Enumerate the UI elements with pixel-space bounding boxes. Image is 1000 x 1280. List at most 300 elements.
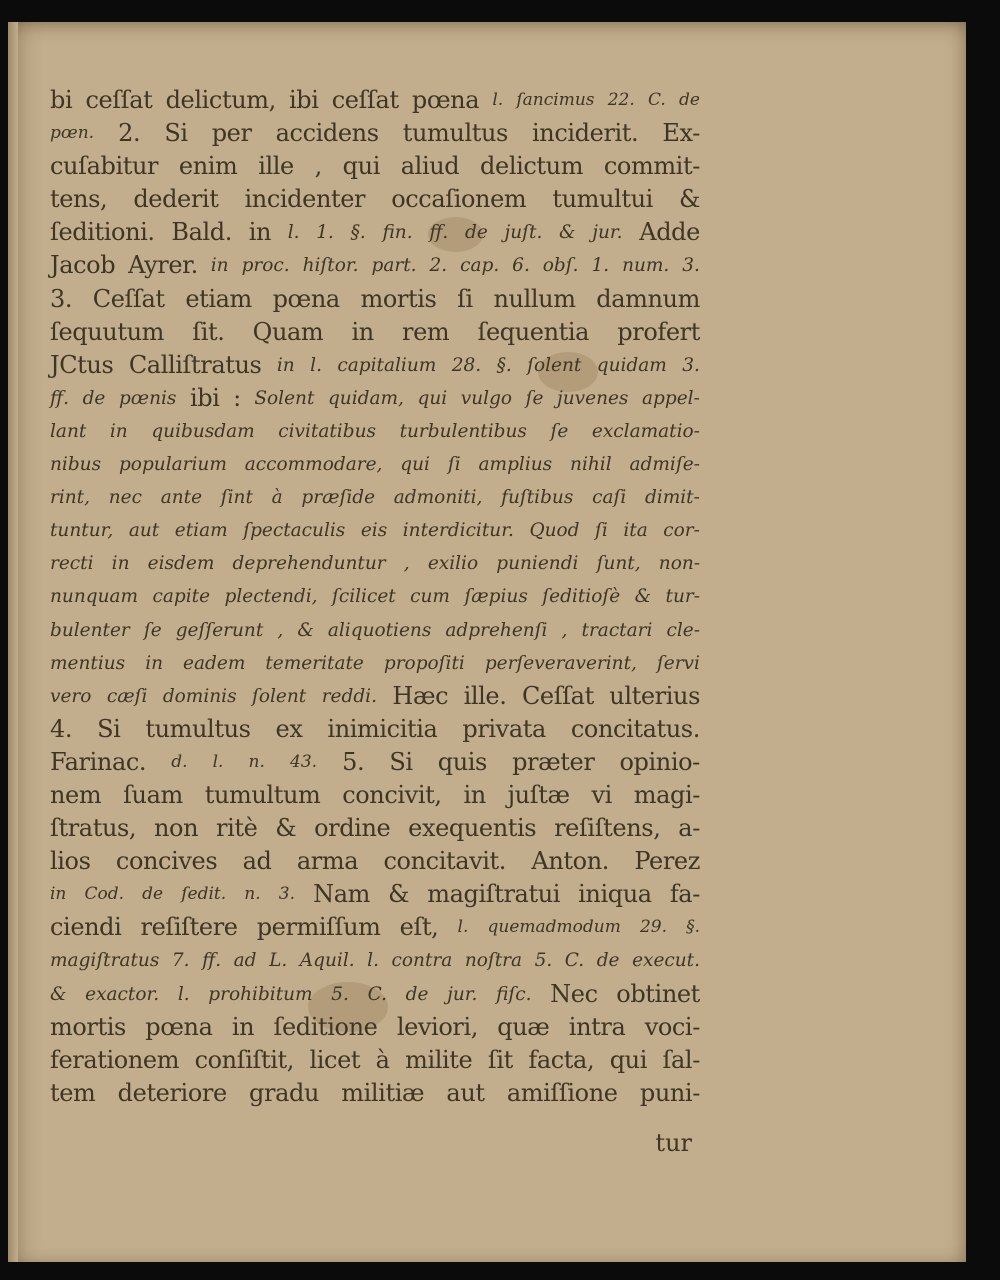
body-text [50, 84, 700, 1110]
word: commit- [603, 152, 700, 181]
word: in [210, 255, 229, 277]
word: 43. [290, 751, 318, 772]
text-line [50, 1077, 700, 1110]
word: in [463, 780, 486, 809]
word: Anton. [531, 847, 609, 876]
word: cle- [666, 619, 700, 641]
word: ſit [487, 1045, 513, 1074]
word: concivit, [342, 780, 442, 809]
word: qui [400, 454, 430, 476]
word: l. [492, 90, 504, 110]
word: de [678, 90, 700, 110]
word: fa- [669, 880, 700, 909]
word: permiſſum [256, 913, 381, 942]
word: ciendi [50, 913, 122, 942]
word: in [248, 218, 272, 247]
word: temeritate [265, 652, 364, 674]
word: concives [115, 847, 218, 876]
word: capite [152, 586, 211, 608]
text-line [50, 481, 700, 514]
word: Perez [634, 847, 700, 876]
word: de [405, 983, 429, 1005]
word: arma [296, 847, 359, 876]
word: Cod. [84, 884, 125, 905]
word: pœna [411, 86, 480, 114]
word: tumultus [402, 119, 508, 148]
word: ferationem [50, 1045, 180, 1074]
word: §. [350, 222, 366, 244]
word: fiſc. [496, 983, 532, 1005]
word: 3. [278, 884, 296, 905]
word: in [276, 354, 295, 376]
word: ſcilicet [332, 586, 396, 608]
word: deprehenduntur [232, 553, 386, 575]
word: §. [686, 917, 700, 938]
text-line [50, 1011, 700, 1044]
word: delictum, [165, 86, 276, 114]
word: accidens [275, 119, 379, 148]
word: tem [50, 1078, 96, 1107]
word: Nam [313, 880, 371, 909]
word: qui [609, 1045, 648, 1074]
word: l. [177, 983, 190, 1005]
word: mortis [360, 284, 437, 313]
word: non [154, 814, 199, 843]
word: propoſiti [383, 652, 465, 674]
word: occaſionem [391, 185, 527, 214]
word: in [351, 317, 374, 346]
word: quidam [596, 354, 667, 376]
word: tuntur, [50, 520, 114, 542]
word: appel- [642, 387, 700, 409]
text-line [50, 978, 700, 1011]
word: intra [568, 1012, 626, 1041]
word: ille. [463, 681, 507, 710]
word: admiſe- [629, 454, 700, 476]
word: & [275, 814, 297, 843]
word: à [375, 1045, 390, 1074]
text-line [50, 647, 700, 680]
text-line [50, 746, 700, 779]
word: quis [437, 747, 487, 776]
word: etiam [185, 284, 252, 313]
word: n. [244, 884, 261, 905]
text-line [50, 183, 700, 216]
word: exilio [427, 553, 479, 575]
word: puni- [639, 1078, 700, 1107]
text-line [50, 283, 700, 316]
word: ſi [457, 284, 473, 313]
word: etiam [174, 520, 228, 542]
word: ante [160, 487, 203, 509]
word: amplius [478, 454, 553, 476]
word: reddi. [321, 685, 377, 707]
word: 4. [50, 714, 73, 743]
word: caſi [592, 487, 627, 509]
word: ibi [289, 86, 319, 114]
word: ff. [202, 950, 222, 972]
word: quibusdam [151, 420, 255, 442]
word: Si [164, 119, 188, 148]
word: Bald. [171, 218, 232, 247]
word: d. [171, 751, 188, 772]
word: vero [50, 685, 92, 707]
word: part. [371, 255, 417, 277]
text-line [50, 249, 700, 282]
text-line [50, 349, 700, 382]
word: ſi [595, 520, 608, 542]
word: popularium [118, 454, 227, 476]
word: de [596, 950, 620, 972]
word: geſſerunt [175, 619, 264, 641]
word: reſiſtens, [554, 814, 661, 843]
word: ſolent [252, 685, 307, 707]
word: & [388, 880, 410, 909]
word: contra [391, 950, 453, 972]
text-line [50, 316, 700, 349]
word: ſal- [662, 1045, 700, 1074]
word: Ayrer. [128, 251, 198, 280]
word: pœna [145, 1012, 213, 1041]
word: 5. [534, 950, 553, 972]
text-line [50, 812, 700, 845]
text-line [50, 1044, 700, 1077]
word: eis [360, 520, 388, 542]
word: hiſtor. [302, 255, 359, 277]
word: Aquil. [299, 950, 355, 972]
word: JCtus [50, 350, 114, 379]
word: lios [50, 847, 91, 876]
word: plectendi, [224, 586, 318, 608]
word: ceſſat [331, 86, 399, 114]
word: gradu [249, 1078, 319, 1107]
word: fuſtibus [501, 487, 574, 509]
word: rint, [50, 487, 90, 509]
word: cuſabitur [50, 152, 159, 181]
word: ſæpius [464, 586, 528, 608]
word: n. [248, 751, 265, 772]
word: ſe [550, 420, 569, 442]
word: mortis [50, 1012, 126, 1041]
word: fin. [382, 222, 413, 244]
text-line [50, 415, 700, 448]
word: voci- [644, 1012, 700, 1041]
word: non- [658, 553, 700, 575]
word: deteriore [117, 1078, 227, 1107]
text-line [50, 514, 700, 547]
word: cæſi [106, 685, 148, 707]
text-line [50, 547, 700, 580]
word: ad [233, 950, 257, 972]
word: pœnis [118, 387, 177, 409]
word: enim [178, 152, 238, 181]
word: 3. [682, 255, 700, 277]
word: turbulentibus [399, 420, 527, 442]
word: ille [258, 152, 294, 181]
word: 3. [50, 284, 73, 313]
word: 2. [118, 119, 141, 148]
text-line [50, 845, 700, 878]
word: l. [457, 917, 469, 938]
word: Farinac. [50, 747, 147, 776]
word: privata [462, 714, 546, 743]
word: ad [242, 847, 272, 876]
word: ex [275, 714, 303, 743]
text-line [50, 713, 700, 746]
word: & [634, 586, 652, 608]
word: Nec [550, 979, 598, 1008]
word: l. [367, 950, 379, 972]
word: ſuam [123, 780, 183, 809]
word: ſi [447, 454, 461, 476]
word: ſedit. [181, 884, 227, 905]
word: 1. [591, 255, 610, 277]
word: milite [405, 1045, 473, 1074]
word: reſiſtere [140, 913, 238, 942]
word: pœn. [50, 123, 95, 144]
word: vi [591, 780, 612, 809]
word: vulgo [460, 387, 513, 409]
word: ceſſat [85, 86, 153, 114]
word: mentius [50, 652, 126, 674]
word: ibi [190, 383, 220, 412]
word: eſt, [399, 913, 439, 942]
text-line [50, 382, 700, 415]
word: magi- [633, 780, 700, 809]
word: nullum [493, 284, 576, 313]
word: in [109, 420, 128, 442]
word: bulenter [50, 619, 130, 641]
word: 3. [682, 354, 700, 376]
word: nem [50, 780, 102, 809]
word: incidenter [244, 185, 366, 214]
word: leviori, [396, 1012, 478, 1041]
word: Ceſſat [521, 681, 594, 710]
word: obtinet [616, 979, 700, 1008]
word: lant [50, 420, 87, 442]
word: Si [389, 747, 413, 776]
word: tumultum [204, 780, 321, 809]
word: obſ. [542, 255, 579, 277]
word: tur- [665, 586, 700, 608]
word: pœna [272, 284, 340, 313]
word: Ceſſat [92, 284, 165, 313]
word: L. [269, 950, 288, 972]
word: damnum [596, 284, 700, 313]
word: 2. [429, 255, 448, 277]
word: quemadmodum [487, 917, 621, 938]
word: quidam, [327, 387, 404, 409]
word: concitavit. [383, 847, 507, 876]
word: tumultui [552, 185, 653, 214]
text-line [50, 878, 700, 911]
word: exclamatio- [591, 420, 700, 442]
word: civitatibus [278, 420, 376, 442]
word: 22. [607, 90, 635, 110]
word: proc. [241, 255, 290, 277]
word: recti [50, 553, 94, 575]
word: ulterius [609, 681, 700, 710]
word: à [271, 487, 283, 509]
word: iniqua [578, 880, 652, 909]
word: : [233, 383, 241, 412]
word: §. [496, 354, 512, 376]
word: , [403, 553, 410, 575]
word: Calliſtratus [128, 350, 262, 379]
word: capitalium [337, 354, 437, 376]
word: Quod [529, 520, 580, 542]
text-line [50, 216, 700, 249]
word: aut [128, 520, 160, 542]
word: ſeditione [273, 1012, 378, 1041]
word: quæ [497, 1012, 550, 1041]
text-line [50, 580, 700, 613]
word: aliud [400, 152, 460, 181]
word: ſeditioni. [50, 218, 155, 247]
word: execut. [632, 950, 700, 972]
text-line [50, 117, 700, 150]
word: Hæc [392, 681, 449, 710]
word: dimit- [644, 487, 700, 509]
word: de [82, 387, 106, 409]
text-line [50, 614, 700, 647]
word: 1. [316, 222, 334, 244]
word: de [142, 884, 164, 905]
word: num. [622, 255, 670, 277]
word: ſequentia [477, 317, 590, 346]
text-line [50, 448, 700, 481]
word: præter [512, 747, 595, 776]
word: nihil [570, 454, 612, 476]
word: delictum [480, 152, 584, 181]
word: , [561, 619, 568, 641]
word: jur. [592, 222, 623, 244]
word: C. [564, 950, 585, 972]
word: dederit [133, 185, 219, 214]
word: l. [310, 354, 322, 376]
word: juſt. [504, 222, 543, 244]
word: interdicitur. [402, 520, 514, 542]
word: & [50, 983, 67, 1005]
word: & [559, 222, 576, 244]
word: aut [446, 1078, 485, 1107]
word: exactor. [85, 983, 160, 1005]
word: ſolent [527, 354, 582, 376]
word: jur. [447, 983, 478, 1005]
word: puniendi [496, 553, 579, 575]
word: , [314, 152, 322, 181]
word: ſint [220, 487, 253, 509]
word: cap. [460, 255, 500, 277]
text-line [50, 944, 700, 977]
word: Jacob [50, 251, 116, 280]
word: adprehenſi [445, 619, 548, 641]
word: in [111, 553, 130, 575]
word: tumultus [145, 714, 251, 743]
word: 6. [512, 255, 530, 277]
word: l. [212, 751, 224, 772]
text-line [50, 84, 700, 117]
word: C. [647, 90, 666, 110]
word: ſancimus [516, 90, 595, 110]
word: concitatus. [570, 714, 700, 743]
word: Ex- [662, 119, 700, 148]
word: militiæ [341, 1078, 425, 1107]
text-line [50, 150, 700, 183]
word: ſe [143, 619, 162, 641]
word: rem [402, 317, 450, 346]
word: 5. [342, 747, 365, 776]
word: l. [287, 222, 300, 244]
word: aliquotiens [327, 619, 432, 641]
word: qui [342, 152, 380, 181]
text-line [50, 779, 700, 812]
word: ff. [429, 222, 449, 244]
word: de [465, 222, 488, 244]
word: Solent [254, 387, 315, 409]
word: in [145, 652, 164, 674]
word: licet [309, 1045, 361, 1074]
word: ſunt, [596, 553, 641, 575]
word: ſequutum [50, 317, 165, 346]
word: 28. [451, 354, 482, 376]
word: ſtratus, [50, 814, 137, 843]
word: nibus [50, 454, 102, 476]
word: accommodare, [244, 454, 383, 476]
word: nec [108, 487, 142, 509]
word: nunquam [50, 586, 139, 608]
word: bi [50, 86, 73, 114]
word: ita [623, 520, 648, 542]
word: in [231, 1012, 255, 1041]
word: facta, [528, 1045, 595, 1074]
word: amiſſione [506, 1078, 618, 1107]
word: ordine [314, 814, 391, 843]
word: 7. [171, 950, 190, 972]
word: juvenes [557, 387, 629, 409]
word: , [277, 619, 284, 641]
word: 29. [639, 917, 667, 938]
word: C. [367, 983, 387, 1005]
word: ſpectaculis [243, 520, 346, 542]
word: eadem [183, 652, 246, 674]
word: per [211, 119, 252, 148]
word: perſeveraverint, [484, 652, 637, 674]
word: ſervi [656, 652, 700, 674]
word: conſiſtit, [194, 1045, 294, 1074]
word: cum [410, 586, 450, 608]
word: cor- [663, 520, 700, 542]
word: inciderit. [532, 119, 639, 148]
word: Si [97, 714, 121, 743]
catchword: tur [655, 1129, 692, 1157]
word: juſtæ [507, 780, 570, 809]
word: a- [678, 814, 700, 843]
word: & [297, 619, 314, 641]
word: Quam [252, 317, 324, 346]
word: ſeditioſè [542, 586, 621, 608]
word: opinio- [619, 747, 700, 776]
word: ff. [50, 387, 69, 409]
word: noſtra [464, 950, 523, 972]
word: ſit. [192, 317, 225, 346]
word: Adde [639, 218, 700, 247]
word: 5. [331, 983, 349, 1005]
text-line [50, 680, 700, 713]
word: prohibitum [208, 983, 313, 1005]
word: præſide [301, 487, 376, 509]
word: tractari [581, 619, 653, 641]
